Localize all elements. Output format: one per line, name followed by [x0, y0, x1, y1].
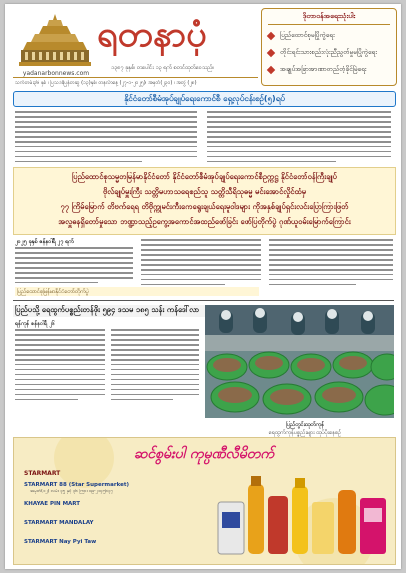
masthead-rule — [13, 77, 258, 78]
photo-story-headline: ပြည်ပသို့ ရေထွက်ပစ္စည်းတန်ဖိုး ၅၉၄ ဒသမ ၁၈၅ သန်း ကန်ဒေါ်လာ — [15, 305, 200, 314]
section-divider — [13, 300, 394, 301]
photo-caption-line-1: ပြည်တွင်းထုတ်ကုန် — [285, 422, 325, 428]
objectives-heading: ဒိုတာဝန်အရေးသုံးပါး — [302, 12, 356, 20]
headline-banner-text: နိုင်ငံတော်စီမံအုပ်ချုပ်ရေးကောင်စီ ရှေ့လုပ်ငန်းစဉ်(၅)ရပ် — [124, 94, 285, 103]
branch-item — [24, 539, 210, 557]
diamond-icon — [267, 66, 275, 74]
main-headline-line-1: ပြည်ထောင်စုသမ္မတမြန်မာနိုင်ငံတော် နိုင်ငံတော်စီမံအုပ်ချုပ်ရေးကောင်စီဥက္ကဋ္ဌ နိုင်ငံတော်ဝန်ကြီးချုပ် — [72, 172, 337, 181]
masthead — [5, 4, 401, 89]
newspaper-page — [5, 4, 401, 569]
seafood-processing-photo — [205, 305, 394, 418]
program-column-left — [15, 111, 197, 166]
objective-item — [268, 48, 392, 60]
main-story-highlight — [15, 287, 259, 296]
photo-story-dateline: ရန်ကုန် ဇန်နဝါရီ ၂၆ — [15, 321, 56, 327]
pagoda-logo-icon — [17, 10, 93, 68]
advertisement[interactable] — [13, 437, 396, 565]
product-lineup-icon — [214, 472, 390, 558]
main-headline-line-2: ဗိုလ်ချုပ်မှူးကြီး သတ္တိမဟာသရေစည်သူ သတ္တိသီရိသုဓမ္မ မင်းအောင်လှိုင်ထံမှ — [102, 187, 307, 196]
main-story-highlight-text: ပြည်ထောင်စုမြန်မာနိုင်ငံတော်တိုက်ပွဲ — [17, 289, 89, 295]
objective-text: ပြည်ထောင်စုမပြိုကွဲရေး — [280, 31, 335, 39]
objectives-divider — [268, 24, 390, 25]
main-story-col-3 — [269, 239, 393, 289]
photo-story-col-2 — [111, 329, 199, 404]
photo-caption-line-2: ရေထွက်ကုန်ပစ္စည်းများ ထုပ်ပိုးနေစဉ် — [268, 430, 342, 436]
website-url[interactable]: yadanarbonnews.com — [22, 70, 90, 77]
objective-text: အချုပ်အခြာအာဏာတည်တံ့ခိုင်မြဲရေး — [280, 65, 367, 73]
diamond-icon — [267, 32, 275, 40]
photo-story-headline-box — [13, 305, 213, 317]
issue-line-2: သက်တမ်း၃၆ နှစ် ၊ ပြသဒါးပြန်တဆွ (၁၃)နှစ်၊ တနင်္လာနေ့ (၂၇-၁-၂၀၂၅)၊ အမှတ်(၂၃၀) ၊ အတွဲ (၂၈) — [15, 80, 197, 86]
diamond-icon — [267, 49, 275, 57]
main-story-headline-box — [13, 167, 396, 235]
objective-text: တိုင်းရင်းသားစည်းလုံးညီညွတ်မှုမပြိုကွဲရေး — [280, 48, 377, 56]
ad-subtitle: STARMART — [24, 470, 61, 477]
main-headline-line-4: အလှူဓနရှိတော်မှုသော ဘဏ္ဍာသည့်ဥကွေ့အကောင်အထည်ဖော်ခြင်း ဖော်ပြတိုက်ပွဲ ဂုဏ်ယူဝမ်းမြောက်ကြောင်း — [58, 217, 351, 226]
branch-name: KHAYAE PIN MART — [24, 501, 81, 507]
ad-title: ဆင်စွမ်းပါ ကုမ္ပဏီလီမိတက် — [133, 446, 275, 462]
branch-item — [24, 520, 210, 538]
main-story-col-1 — [15, 247, 133, 287]
program-column-right — [207, 111, 391, 166]
objective-item — [268, 31, 392, 43]
branch-name: STARMART MANDALAY — [24, 520, 94, 526]
objectives-box — [261, 8, 397, 86]
objective-item — [268, 65, 392, 77]
headline-banner — [13, 91, 396, 107]
branch-detail: အမှတ်(၁၂) လမ်း ၃၅ နှင့် ၃၆ ကြား ၀၉-၂၁၄၅၆၃၇ — [30, 489, 114, 494]
branch-item — [24, 501, 210, 519]
branch-item — [24, 482, 210, 500]
branch-name: STARMART 88 (Star Supermarket) — [24, 482, 129, 488]
main-story-col-2 — [141, 239, 261, 289]
main-story-dateline: ၂၀၂၅ ခုနှစ် ဇန်နဝါရီ ၂၇ ရက် — [15, 239, 74, 245]
main-headline-line-3: ၇၇ ကြိမ်မြောက် တိဗက်ရေရ တိဗိုက္ကုမင်းကီးကေရွေးချယ်ရေးမူဝါဒများ ကိုအနှစ်ချုပ်ရှင်းလင်းပြောကြားဖြတ် — [60, 202, 349, 211]
branch-name: STARMART Nay Pyi Taw — [24, 539, 97, 545]
photo-story-col-1 — [15, 329, 105, 404]
newspaper-title: ရတနာပုံ — [97, 14, 207, 55]
issue-line-1: ၁၃၈၇ ခုနှစ်၊ တပေါင်း ၁၃ ရက် စတင်ထုတ်ဝေသည်။ — [111, 65, 215, 71]
